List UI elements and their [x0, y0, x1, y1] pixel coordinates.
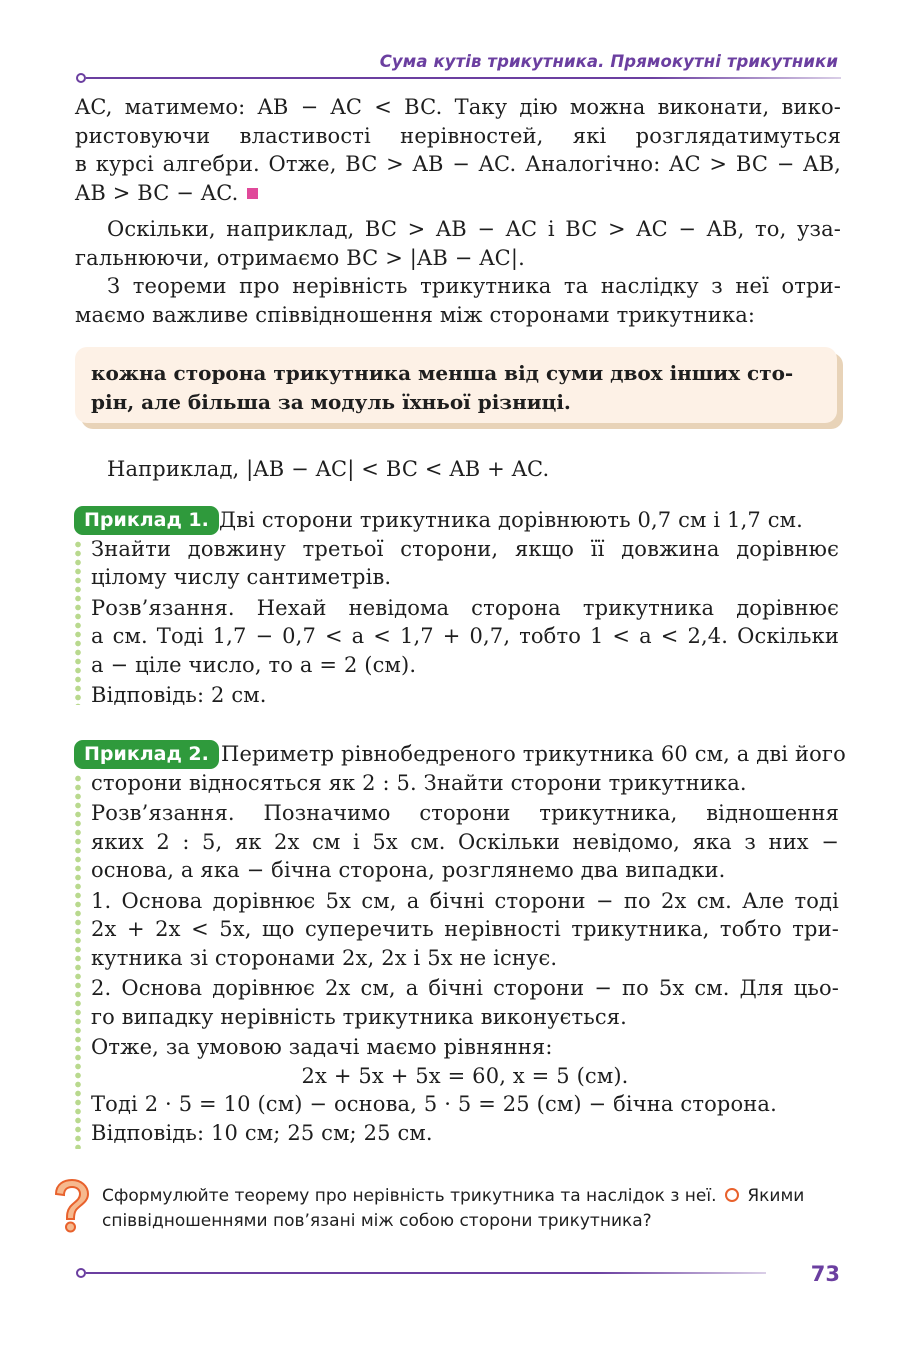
example-1-line: Дві сторони трикутника дорівнюють 0,7 см і 1,7 см.: [219, 508, 803, 532]
example-2-dots: [74, 774, 82, 1149]
example-1-line: цілому числу сантиметрів.: [91, 565, 392, 589]
example-2-line: 2x + 2x < 5x, що суперечить нерівності трикутника, тобто три-: [91, 917, 839, 941]
generalization-paragraph: [75, 215, 841, 272]
theorem-intro-line: З теореми про нерівність трикутника та наслідку з неї отри-: [107, 274, 841, 298]
example-1-line: a см. Тоді 1,7 − 0,7 < a < 1,7 + 0,7, тобто 1 < a < 2,4. Оскільки: [91, 624, 839, 648]
example-2-line: 1. Основа дорівнює 5x см, а бічні сторони − по 2x см. Але тоді: [91, 888, 839, 913]
example-2-line: 2. Основа дорівнює 2x см, а бічні сторони − по 5x см. Для цьо-: [91, 976, 839, 1000]
question-part-2: Якими: [747, 1186, 805, 1206]
page-number: 73: [810, 1262, 840, 1286]
example-2-badge: Приклад 2.: [74, 740, 219, 769]
example-2-line: Периметр рівнобедреного трикутника 60 см, а дві його: [221, 742, 846, 766]
footer-divider: [76, 1266, 766, 1282]
example-2-line: сторони відносяться як 2 : 5. Знайти сторони трикутника.: [91, 770, 747, 795]
header-divider: [76, 71, 841, 87]
example-1-line: a − ціле число, то a = 2 (см).: [91, 652, 417, 677]
example-1-line: Знайти довжину третьої сторони, якщо її довжина дорівнює: [91, 536, 839, 561]
example-2-line: Розв’язання. Позначимо сторони трикутника, відношення: [91, 801, 839, 825]
circle-bullet-icon: [725, 1188, 739, 1202]
generalization-line: гальнюючи, отримаємо BC > |AB − AC|.: [75, 245, 525, 270]
example-inequality: Наприклад, |AB − AC| < BC < AB + AC.: [107, 457, 550, 481]
end-of-proof-icon: [247, 188, 258, 199]
example-2-line: Відповідь: 10 см; 25 см; 25 см.: [91, 1120, 433, 1145]
example-1-line: Розв’язання. Нехай невідома сторона трикутника дорівнює: [91, 595, 839, 620]
intro-line: AC, матимемо: AB − AC < BC. Таку дію можна виконати, вико-: [75, 95, 841, 119]
example-1-dots: [74, 540, 82, 705]
example-2-line: кутника зі сторонами 2x, 2x і 5x не існує.: [91, 945, 558, 970]
rule-box: [75, 347, 837, 423]
example-2-equation: 2x + 5x + 5x = 60, x = 5 (см).: [301, 1063, 629, 1088]
question-part-1: Сформулюйте теорему про нерівність трикутника та наслідок з неї.: [102, 1186, 717, 1206]
rule-line: кожна сторона трикутника менша від суми двох інших сто-: [91, 361, 794, 385]
rule-line: рін, але більша за модуль їхньої різниці.: [91, 390, 571, 414]
intro-line: AB > BC − AC.: [75, 180, 239, 205]
intro-line: в курсі алгебри. Отже, BC > AB − AC. Аналогічно: AC > BC − AB,: [75, 152, 841, 176]
example-2-body: [91, 740, 846, 1147]
intro-paragraph: [75, 93, 841, 207]
example-1-body: [91, 506, 839, 710]
theorem-intro-line: маємо важливе співвідношення між сторонами трикутника:: [75, 302, 756, 327]
theorem-intro-paragraph: [75, 272, 841, 329]
example-2-line: яких 2 : 5, як 2x см і 5x см. Оскільки невідомо, яка з них −: [91, 829, 839, 854]
example-1-badge: Приклад 1.: [74, 506, 219, 535]
example-2-line: го випадку нерівність трикутника виконується.: [91, 1004, 628, 1029]
generalization-line: Оскільки, наприклад, BC > AB − AC і BC > AC − AB, то, уза-: [107, 217, 841, 241]
question-mark-icon: [50, 1178, 94, 1234]
review-question: [102, 1184, 842, 1233]
chapter-title: Сума кутів трикутника. Прямокутні трикутники: [379, 52, 838, 71]
example-1-line: Відповідь: 2 см.: [91, 683, 267, 707]
example-2-line: Отже, за умовою задачі маємо рівняння:: [91, 1035, 553, 1059]
example-2-line: Тоді 2 · 5 = 10 (см) − основа, 5 · 5 = 25 (см) − бічна сторона.: [91, 1092, 777, 1116]
intro-line: ристовуючи властивості нерівностей, які розглядатимуться: [75, 123, 841, 148]
question-line-2: співвідношеннями пов’язані між собою сторони трикутника?: [102, 1210, 652, 1231]
example-2-line: основа, а яка − бічна сторона, розглянемо два випадки.: [91, 858, 726, 882]
